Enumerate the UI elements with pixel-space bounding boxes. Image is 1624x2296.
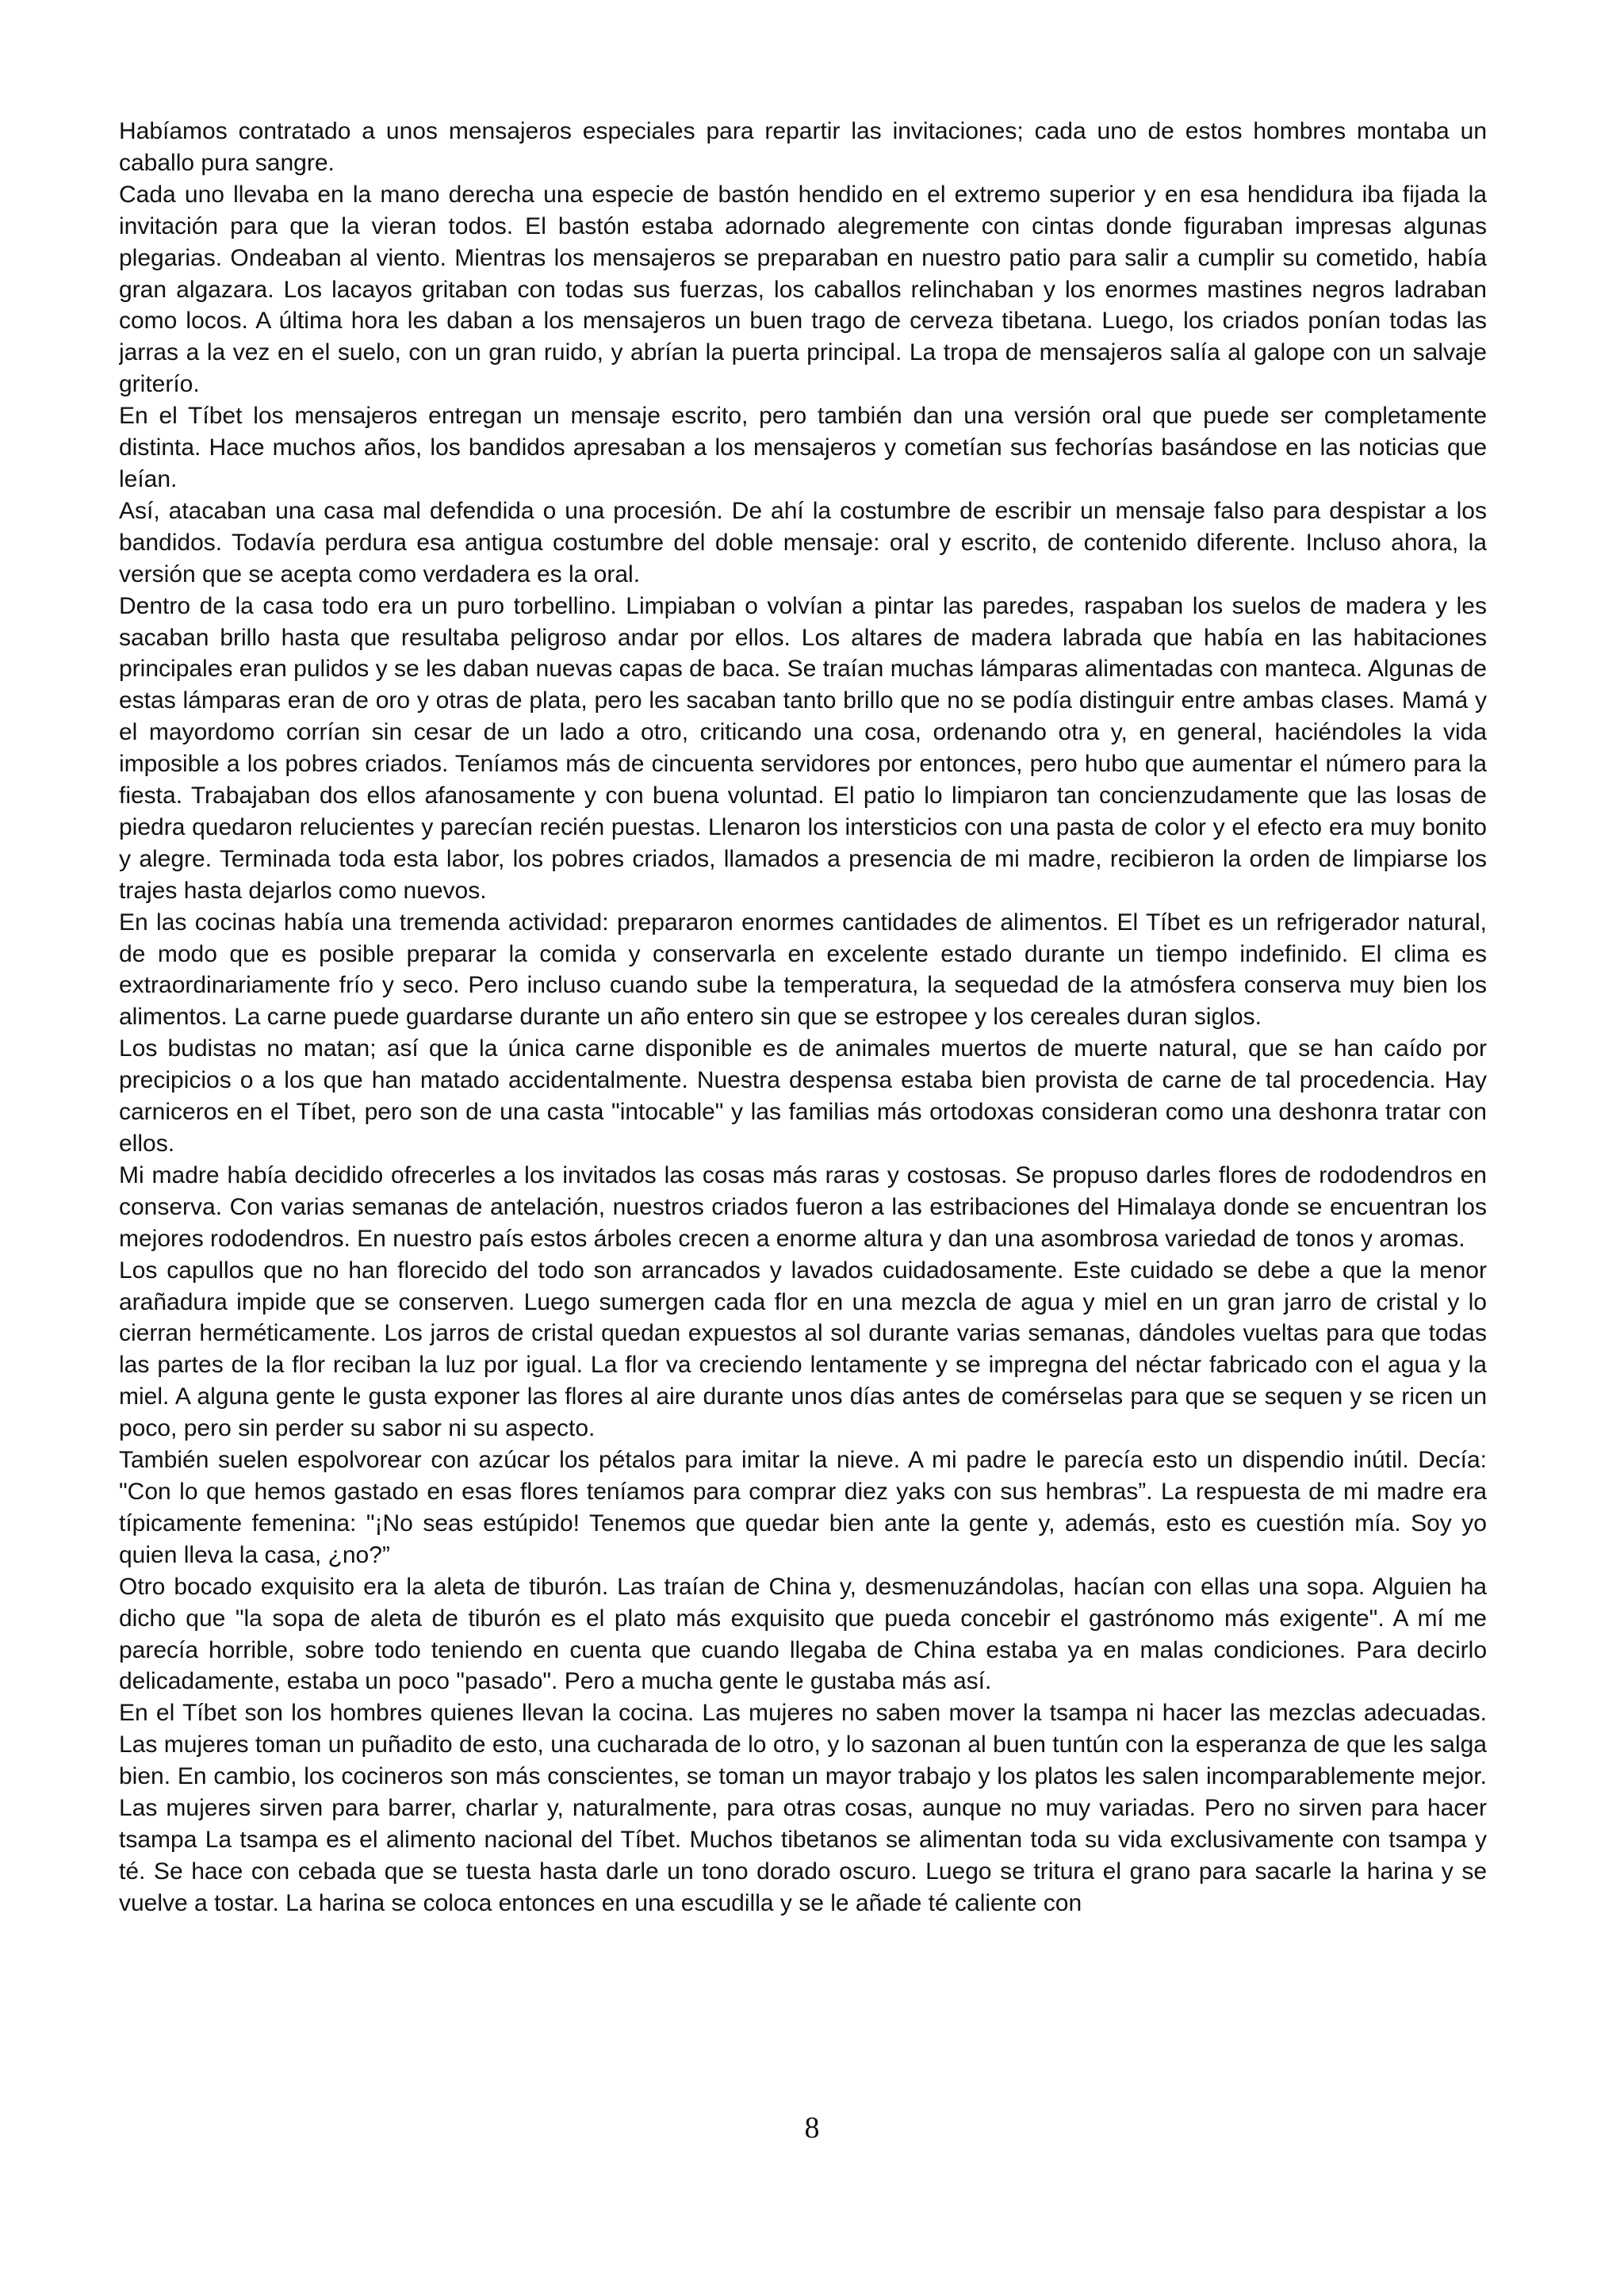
paragraph-3: En el Tíbet los mensajeros entregan un mensaje escrito, pero también dan una versión oral que puede ser completamente distinta. Hace muchos años, los bandidos apresaban a los mensajeros y cometían sus fechorías basándose en las noticias que leían. bbox=[119, 403, 1487, 492]
paragraph-6: En las cocinas había una tremenda actividad: prepararon enormes cantidades de alimentos. El Tíbet es un refrigerador natural, de modo que es posible preparar la comida y conservarla en excelente estado durante un tiempo indefinido. El clima es extraordinariamente frío y seco. Pero incluso cuando sube la temperatura, la sequedad de la atmósfera conserva muy bien los alimentos. La carne puede guardarse durante un año entero sin que se estropee y los cereales duran siglos. bbox=[119, 909, 1487, 1031]
paragraph-2: Cada uno llevaba en la mano derecha una especie de bastón hendido en el extremo superior y en esa hendidura iba fijada la invitación para que la vieran todos. El bastón estaba adornado alegremente con cintas donde figuraban impresas algunas plegarias. Ondeaban al viento. Mientras los mensajeros se preparaban en nuestro patio para salir a cumplir su cometido, había gran algazara. Los lacayos gritaban con todas sus fuerzas, los caballos relinchaban y los enormes mastines negros ladraban como locos. A última hora les daban a los mensajeros un buen trago de cerveza tibetana. Luego, los criados ponían todas las jarras a la vez en el suelo, con un gran ruido, y abrían la puerta principal. La tropa de mensajeros salía al galope con un salvaje griterío. bbox=[119, 181, 1487, 398]
paragraph-11: Otro bocado exquisito era la aleta de tiburón. Las traían de China y, desmenuzándolas, hacían con ellas una sopa. Alguien ha dicho que "la sopa de aleta de tiburón es el plato más exquisito que pueda concebir el gastrónomo más exigente". A mí me parecía horrible, sobre todo teniendo en cuenta que cuando llegaba de China estaba ya en malas condiciones. Para decirlo delicadamente, estaba un poco "pasado". Pero a mucha gente le gustaba más así. bbox=[119, 1573, 1487, 1695]
paragraph-9: Los capullos que no han florecido del todo son arrancados y lavados cuidadosamente. Este cuidado se debe a que la menor arañadura impide que se conserven. Luego sumergen cada flor en una mezcla de agua y miel en un gran jarro de cristal y lo cierran herméticamente. Los jarros de cristal quedan expuestos al sol durante varias semanas, dándoles vueltas para que todas las partes de la flor reciban la luz por igual. La flor va creciendo lentamente y se impregna del néctar fabricado con el agua y la miel. A alguna gente le gusta exponer las flores al aire durante unos días antes de comérselas para que se sequen y se ricen un poco, pero sin perder su sabor ni su aspecto. bbox=[119, 1257, 1487, 1442]
paragraph-12: En el Tíbet son los hombres quienes llevan la cocina. Las mujeres no saben mover la tsampa ni hacer las mezclas adecuadas. Las mujeres toman un puñadito de esto, una cucharada de lo otro, y lo sazonan al buen tuntún con la esperanza de que les salga bien. En cambio, los cocineros son más conscientes, se toman un mayor trabajo y los platos les salen incomparablemente mejor. Las mujeres sirven para barrer, charlar y, naturalmente, para otras cosas, aunque no muy variadas. Pero no sirven para hacer tsampa La tsampa es el alimento nacional del Tíbet. Muchos tibetanos se alimentan toda su vida exclusivamente con tsampa y té. Se hace con cebada que se tuesta hasta darle un tono dorado oscuro. Luego se tritura el grano para sacarle la harina y se vuelve a tostar. La harina se coloca entonces en una escudilla y se le añade té caliente con bbox=[119, 1700, 1487, 1916]
paragraph-1: Habíamos contratado a unos mensajeros especiales para repartir las invitaciones; cada uno de estos hombres montaba un caballo pura sangre. bbox=[119, 118, 1487, 176]
paragraph-5: Dentro de la casa todo era un puro torbellino. Limpiaban o volvían a pintar las paredes, raspaban los suelos de madera y les sacaban brillo hasta que resultaba peligroso andar por ellos. Los altares de madera labrada que había en las habitaciones principales eran pulidos y se les daban nuevas capas de baca. Se traían muchas lámparas alimentadas con manteca. Algunas de estas lámparas eran de oro y otras de plata, pero les sacaban tanto brillo que no se podía distinguir entre ambas clases. Mamá y el mayordomo corrían sin cesar de un lado a otro, criticando una cosa, ordenando otra y, en general, haciéndoles la vida imposible a los pobres criados. Teníamos más de cincuenta servidores por entonces, pero hubo que aumentar el número para la fiesta. Trabajaban dos ellos afanosamente y con buena voluntad. El patio lo limpiaron tan concienzudamente que las losas de piedra quedaron relucientes y parecían recién puestas. Llenaron los intersticios con una pasta de color y el efecto era muy bonito y alegre. Terminada toda esta labor, los pobres criados, llamados a presencia de mi madre, recibieron la orden de limpiarse los trajes hasta dejarlos como nuevos. bbox=[119, 592, 1487, 904]
document-page bbox=[119, 116, 1487, 2193]
page-number: 8 bbox=[804, 2111, 820, 2145]
paragraph-4: Así, atacaban una casa mal defendida o una procesión. De ahí la costumbre de escribir un mensaje falso para despistar a los bandidos. Todavía perdura esa antigua costumbre del doble mensaje: oral y escrito, de contenido diferente. Incluso ahora, la versión que se acepta como verdadera es la oral. bbox=[119, 497, 1487, 587]
paragraph-7: Los budistas no matan; así que la única carne disponible es de animales muertos de muerte natural, que se han caído por precipicios o a los que han matado accidentalmente. Nuestra despensa estaba bien provista de carne de tal procedencia. Hay carniceros en el Tíbet, pero son de una casta "intocable" y las familias más ortodoxas consideran como una deshonra tratar con ellos. bbox=[119, 1035, 1487, 1157]
paragraph-8: Mi madre había decidido ofrecerles a los invitados las cosas más raras y costosas. Se propuso darles flores de rododendros en conserva. Con varias semanas de antelación, nuestros criados fueron a las estribaciones del Himalaya donde se encuentran los mejores rododendros. En nuestro país estos árboles crecen a enorme altura y dan una asombrosa variedad de tonos y aromas. bbox=[119, 1161, 1487, 1252]
paragraph-10: También suelen espolvorear con azúcar los pétalos para imitar la nieve. A mi padre le parecía esto un dispendio inútil. Decía: "Con lo que hemos gastado en esas flores teníamos para comprar diez yaks con sus hembras”. La respuesta de mi madre era típicamente femenina: "¡No seas estúpido! Tenemos que quedar bien ante la gente y, además, esto es cuestión mía. Soy yo quien lleva la casa, ¿no?” bbox=[119, 1447, 1487, 1568]
